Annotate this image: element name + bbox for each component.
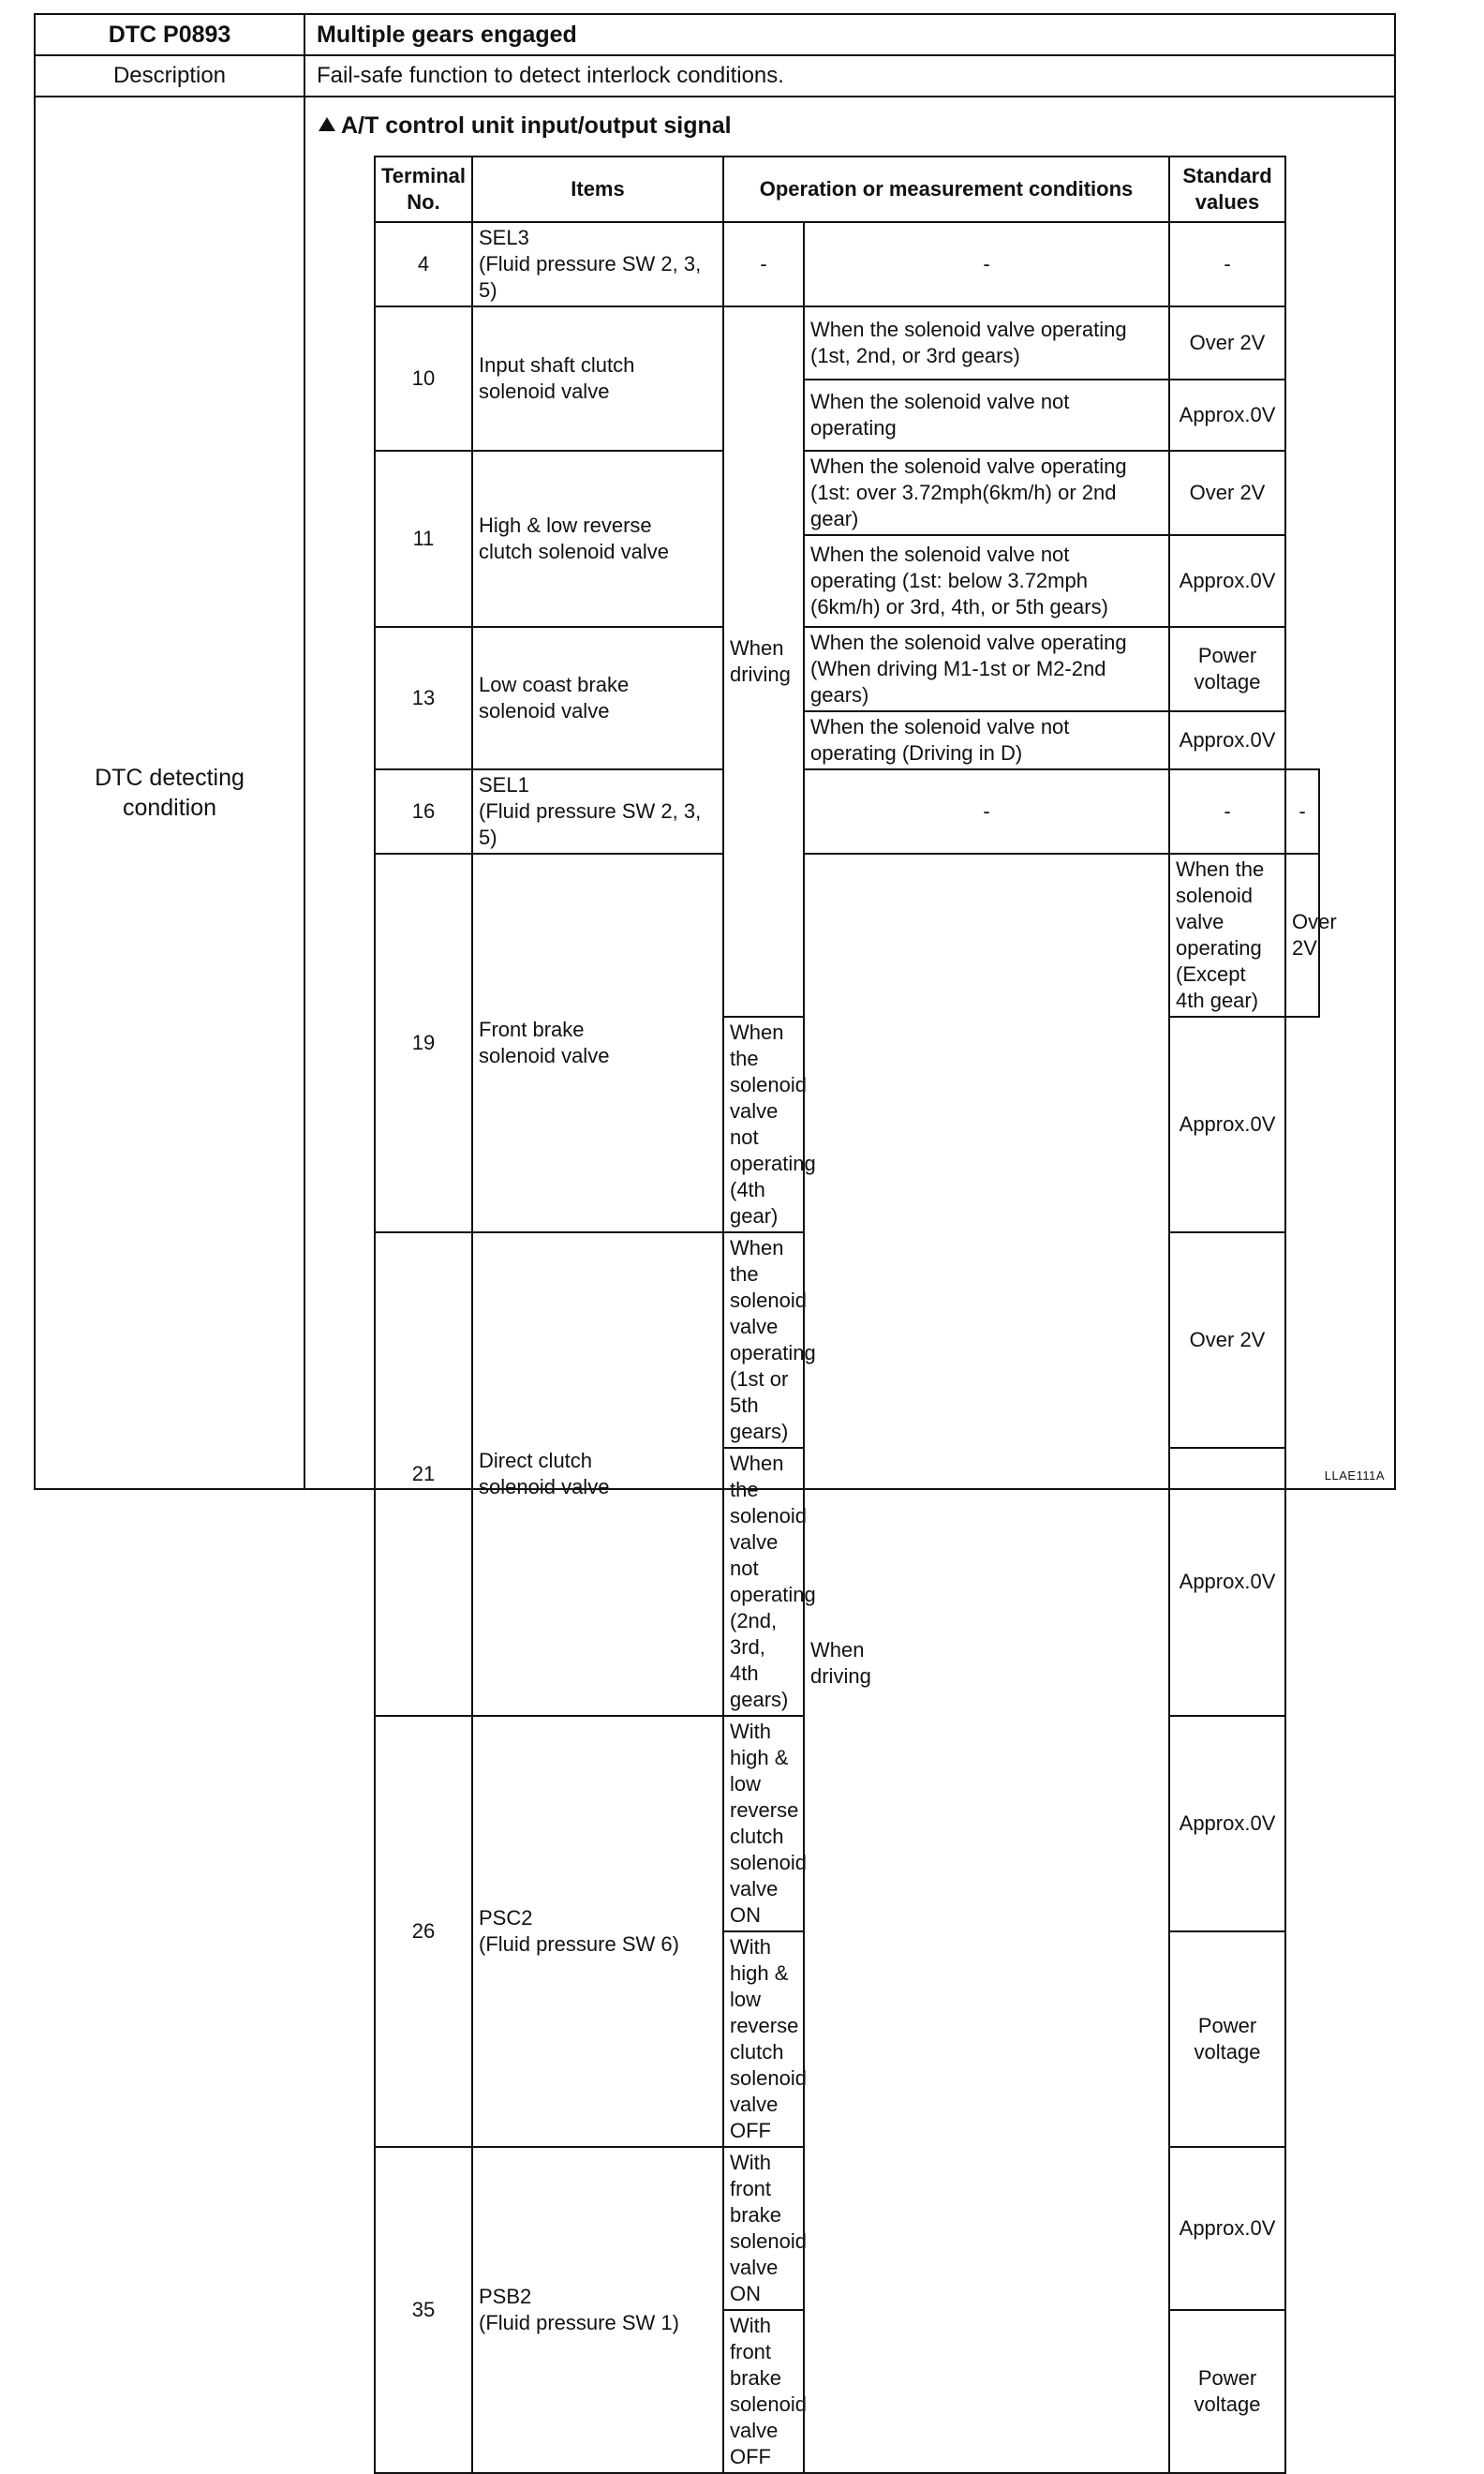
item-line: SEL3 <box>479 226 529 249</box>
condition-line: (1st, 2nd, or 3rd gears) <box>810 344 1020 367</box>
condition-cell <box>723 1017 816 1232</box>
condition-cell <box>804 380 1169 451</box>
operation-cell: - <box>723 222 804 306</box>
condition-line: operating <box>810 416 897 440</box>
header-standard-line2: values <box>1195 190 1260 214</box>
standard-value: Over 2V <box>1285 854 1319 1017</box>
condition-line: With front brake solenoid valve <box>730 2314 807 2442</box>
header-operation: Operation or measurement conditions <box>723 156 1169 222</box>
table-row <box>375 627 1319 711</box>
condition-line: gear) <box>810 507 859 530</box>
condition-line: When the solenoid valve not <box>810 390 1070 413</box>
condition-cell <box>723 1931 807 2147</box>
standard-line: voltage <box>1194 2040 1261 2064</box>
when-driving-cell <box>804 854 1169 2473</box>
signal-table-header <box>375 156 1319 222</box>
standard-value: Approx.0V <box>1169 535 1285 627</box>
condition-line: (Except 4th gear) <box>1176 962 1259 1012</box>
item-name <box>472 1716 723 2147</box>
condition-line: When the solenoid valve operating <box>810 631 1127 654</box>
condition-row <box>35 97 1395 1489</box>
table-row <box>375 854 1319 1017</box>
item-name <box>472 627 723 769</box>
standard-value: Approx.0V <box>1169 1716 1285 1931</box>
condition-line: operating (4th gear) <box>730 1152 816 1228</box>
description-row <box>35 55 1395 97</box>
terminal-number: 21 <box>375 1232 472 1716</box>
condition-line: (When driving M1-1st or M2-2nd <box>810 657 1106 680</box>
condition-line: (6km/h) or 3rd, 4th, or 5th gears) <box>810 595 1108 618</box>
standard-line: Power <box>1197 2014 1257 2037</box>
standard-line: Power <box>1197 2366 1257 2390</box>
condition-cell <box>723 2147 807 2310</box>
condition-line: With high & low reverse clutch <box>730 1720 799 1848</box>
table-row <box>375 769 1319 854</box>
item-line: SEL1 <box>479 773 529 797</box>
header-terminal-line1: Terminal <box>380 164 467 187</box>
standard-value: Over 2V <box>1169 451 1285 535</box>
condition-line: With front brake solenoid valve <box>730 2151 807 2279</box>
condition-cell <box>804 306 1169 380</box>
terminal-number: 4 <box>375 222 472 306</box>
table-row <box>375 451 1319 535</box>
standard-value: Over 2V <box>1169 1232 1285 1448</box>
item-line: solenoid valve <box>479 1475 610 1498</box>
dtc-title: Multiple gears engaged <box>304 14 1395 55</box>
condition-line: When the solenoid valve <box>730 1236 807 1338</box>
item-line: PSB2 <box>479 2285 532 2308</box>
item-line: High & low reverse <box>479 514 652 537</box>
when-driving-line: driving <box>730 663 791 686</box>
item-line: PSC2 <box>479 1906 533 1930</box>
signal-table <box>374 156 1337 2474</box>
header-items: Items <box>472 156 723 222</box>
table-row <box>375 222 1319 306</box>
standard-value: Approx.0V <box>1169 2147 1285 2310</box>
item-name <box>472 854 723 1232</box>
header-terminal <box>375 156 472 222</box>
condition-line: When the solenoid valve not <box>810 715 1070 738</box>
item-line: (Fluid pressure SW 1) <box>479 2311 679 2334</box>
item-line: solenoid valve <box>479 380 610 403</box>
condition-line: solenoid valve ON <box>730 1851 807 1927</box>
standard-value <box>1169 627 1285 711</box>
standard-value <box>1169 2310 1285 2473</box>
terminal-number: 11 <box>375 451 472 627</box>
standard-line: voltage <box>1194 2392 1261 2416</box>
condition-line: When the solenoid valve not <box>810 543 1070 566</box>
condition-label-line2: condition <box>122 795 217 821</box>
condition-cell <box>723 1448 816 1716</box>
condition-line: operating (2nd, 3rd, 4th gears) <box>730 1583 816 1711</box>
condition-line: OFF <box>730 2445 771 2468</box>
item-line: (Fluid pressure SW 6) <box>479 1932 679 1956</box>
item-line: clutch solenoid valve <box>479 540 670 563</box>
condition-line: When the solenoid valve operating <box>1176 857 1265 960</box>
header-row <box>35 14 1395 55</box>
condition-body <box>304 97 1395 2468</box>
standard-line: voltage <box>1194 670 1261 693</box>
dtc-table <box>34 13 1396 2468</box>
terminal-number: 10 <box>375 306 472 451</box>
description-label: Description <box>35 55 304 97</box>
when-driving-line: When <box>730 636 784 660</box>
standard-value: - <box>1169 222 1285 306</box>
condition-line: solenoid valve OFF <box>730 2066 807 2142</box>
operation-cell: - <box>804 769 1169 854</box>
item-name <box>472 451 723 627</box>
item-line: Direct clutch <box>479 1449 593 1472</box>
condition-label-line1: DTC detecting <box>95 765 245 791</box>
item-name <box>472 306 723 451</box>
condition-line: operating (1st or 5th gears) <box>730 1341 816 1443</box>
terminal-number: 16 <box>375 769 472 854</box>
condition-line: gears) <box>810 683 869 707</box>
standard-value: Approx.0V <box>1169 1448 1285 1716</box>
item-name <box>472 2147 723 2473</box>
when-driving-line: driving <box>810 1664 871 1688</box>
item-name <box>472 1232 723 1716</box>
header-standard-line1: Standard <box>1182 164 1272 187</box>
condition-line: With high & low reverse clutch <box>730 1935 799 2064</box>
terminal-number: 13 <box>375 627 472 769</box>
standard-value: Approx.0V <box>1169 380 1285 451</box>
header-terminal-line2: No. <box>407 190 440 214</box>
condition-cell <box>804 535 1169 627</box>
condition-line: When the solenoid valve operating <box>810 455 1127 478</box>
section-title-text: A/T control unit input/output signal <box>341 112 732 139</box>
item-line: Front brake <box>479 1018 585 1041</box>
figure-code: LLAE111A <box>1324 1468 1385 1483</box>
table-row <box>375 306 1319 380</box>
standard-value <box>1169 1931 1285 2147</box>
condition-cell <box>804 451 1169 535</box>
when-driving-cell <box>723 306 804 1017</box>
item-line: solenoid valve <box>479 699 610 723</box>
terminal-number: 19 <box>375 854 472 1232</box>
item-line: (Fluid pressure SW 2, 3, 5) <box>479 252 702 302</box>
condition-label <box>35 97 304 1489</box>
condition-line: operating (Driving in D) <box>810 741 1023 765</box>
condition-cell <box>723 1716 807 1931</box>
terminal-number: 35 <box>375 2147 472 2473</box>
condition-cell <box>1169 854 1285 1017</box>
condition-line: ON <box>730 2282 761 2305</box>
when-driving-line: When <box>810 1638 865 1662</box>
standard-value: - <box>1285 769 1319 854</box>
condition-cell: - <box>1169 769 1285 854</box>
header-standard <box>1169 156 1285 222</box>
item-line: (Fluid pressure SW 2, 3, 5) <box>479 799 702 849</box>
item-name <box>472 222 723 306</box>
condition-line: (1st: over 3.72mph(6km/h) or 2nd <box>810 481 1117 504</box>
condition-cell <box>804 711 1169 769</box>
section-title <box>319 112 732 140</box>
standard-line: Power <box>1197 644 1257 667</box>
item-name <box>472 769 723 854</box>
standard-value: Approx.0V <box>1169 1017 1285 1232</box>
condition-cell: - <box>804 222 1169 306</box>
dtc-code: DTC P0893 <box>35 14 304 55</box>
item-line: Input shaft clutch <box>479 353 635 377</box>
condition-line: operating (1st: below 3.72mph <box>810 569 1088 592</box>
standard-value: Approx.0V <box>1169 711 1285 769</box>
condition-line: When the solenoid valve not <box>730 1452 807 1580</box>
condition-line: When the solenoid valve not <box>730 1021 807 1149</box>
triangle-icon <box>319 117 335 131</box>
description-text: Fail-safe function to detect interlock conditions. <box>304 55 1395 97</box>
terminal-number: 26 <box>375 1716 472 2147</box>
standard-value: Over 2V <box>1169 306 1285 380</box>
condition-line: When the solenoid valve operating <box>810 318 1127 341</box>
condition-cell <box>723 2310 807 2473</box>
condition-cell <box>723 1232 816 1448</box>
item-line: solenoid valve <box>479 1044 610 1067</box>
item-line: Low coast brake <box>479 673 630 696</box>
condition-cell <box>804 627 1169 711</box>
